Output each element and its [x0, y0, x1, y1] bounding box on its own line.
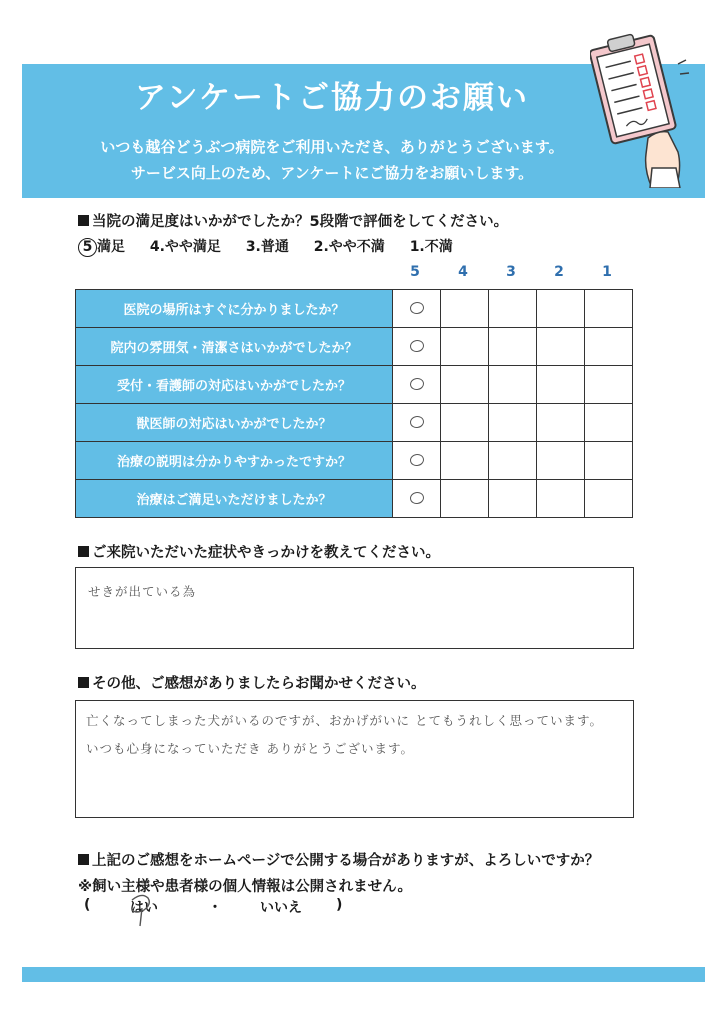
rating-cell-1[interactable] [585, 328, 633, 366]
rating-question: 獣医師の対応はいかがでしたか？ [76, 404, 393, 442]
rating-row [76, 290, 633, 328]
rating-question: 院内の雰囲気・清潔さはいかがでしたか？ [76, 328, 393, 366]
close-paren: ) [336, 897, 343, 913]
rating-cell-5[interactable] [393, 290, 441, 328]
rating-cell-4[interactable] [441, 366, 489, 404]
rating-cell-5[interactable] [393, 328, 441, 366]
page-title: アンケートご協力のお願い [134, 80, 530, 116]
rating-question: 受付・看護師の対応はいかがでしたか？ [76, 366, 393, 404]
q3-answer-line-1: 亡くなってしまった犬がいるのですが、おかげがいに とてもうれしく思っています。 [86, 713, 603, 728]
rating-row [76, 442, 633, 480]
option-yes[interactable]: はい [130, 900, 158, 916]
rating-row [76, 404, 633, 442]
handwritten-circle-mark [409, 491, 425, 505]
rating-cell-3[interactable] [489, 328, 537, 366]
rating-row [76, 366, 633, 404]
rating-cell-4[interactable] [441, 442, 489, 480]
rating-question: 治療の説明は分かりやすかったですか？ [76, 442, 393, 480]
rating-cell-4[interactable] [441, 404, 489, 442]
rating-cell-3[interactable] [489, 442, 537, 480]
banner-subtitle-1: いつも越谷どうぶつ病院をご利用いただき、ありがとうございます。 [100, 138, 564, 156]
square-bullet-icon [78, 854, 89, 865]
yes-selection-mark [126, 892, 156, 932]
rating-cell-4[interactable] [441, 290, 489, 328]
rating-cell-2[interactable] [537, 366, 585, 404]
rating-cell-2[interactable] [537, 328, 585, 366]
rating-cell-3[interactable] [489, 366, 537, 404]
rating-cell-1[interactable] [585, 290, 633, 328]
rating-cell-3[interactable] [489, 404, 537, 442]
q2-answer-text: せきが出ている為 [88, 584, 197, 599]
q2-heading: ご来院いただいた症状やきっかけを教えてください。 [78, 541, 440, 562]
scale-3-label: 3.普通 [245, 239, 289, 255]
q3-answer-line-2: いつも心身になっていただき ありがとうございます。 [86, 741, 414, 756]
handwritten-circle-mark [409, 377, 425, 391]
rating-cell-4[interactable] [441, 480, 489, 518]
rating-row [76, 480, 633, 518]
handwritten-circle-mark [409, 453, 425, 467]
scale-5-label: 満足 [97, 239, 125, 255]
option-separator: ・ [208, 900, 222, 916]
rating-cell-2[interactable] [537, 480, 585, 518]
column-header-5: 5 [410, 264, 420, 280]
q3-heading: その他、ご感想がありましたらお聞かせください。 [78, 672, 426, 693]
square-bullet-icon [78, 677, 89, 688]
column-header-3: 3 [506, 264, 516, 280]
scale-1-label: 1.不満 [409, 239, 453, 255]
rating-cell-1[interactable] [585, 366, 633, 404]
q3-answer-box[interactable] [75, 700, 634, 818]
rating-cell-3[interactable] [489, 480, 537, 518]
rating-cell-1[interactable] [585, 404, 633, 442]
rating-cell-5[interactable] [393, 442, 441, 480]
rating-cell-5[interactable] [393, 404, 441, 442]
rating-cell-2[interactable] [537, 442, 585, 480]
rating-question: 治療はご満足いただけましたか？ [76, 480, 393, 518]
footer-bar [22, 967, 705, 982]
square-bullet-icon [78, 215, 89, 226]
handwritten-circle-mark [409, 415, 425, 429]
open-paren: ( [84, 897, 91, 913]
column-header-4: 4 [458, 264, 468, 280]
circled-selection-mark: 5 [78, 238, 97, 257]
rating-cell-5[interactable] [393, 480, 441, 518]
column-header-2: 2 [554, 264, 564, 280]
rating-row [76, 328, 633, 366]
q1-heading: 当院の満足度はいかがでしたか？5段階で評価をしてください。 [78, 210, 508, 231]
rating-cell-3[interactable] [489, 290, 537, 328]
square-bullet-icon [78, 546, 89, 557]
option-no[interactable]: いいえ [260, 900, 302, 916]
clipboard-illustration [590, 28, 690, 188]
banner-subtitle-2: サービス向上のため、アンケートにご協力をお願いします。 [130, 164, 534, 182]
handwritten-circle-mark [409, 339, 425, 353]
rating-cell-4[interactable] [441, 328, 489, 366]
rating-cell-2[interactable] [537, 404, 585, 442]
rating-cell-1[interactable] [585, 480, 633, 518]
rating-question: 医院の場所はすぐに分かりましたか？ [76, 290, 393, 328]
scale-2-label: 2.やや不満 [313, 239, 385, 255]
rating-cell-2[interactable] [537, 290, 585, 328]
rating-scale-legend [78, 236, 473, 257]
q4-privacy-note: ※飼い主様や患者様の個人情報は公開されません。 [78, 879, 412, 895]
column-header-1: 1 [602, 264, 612, 280]
scale-4-label: 4.やや満足 [149, 239, 221, 255]
rating-table [75, 289, 633, 518]
handwritten-circle-mark [409, 301, 425, 315]
rating-cell-5[interactable] [393, 366, 441, 404]
q4-heading: 上記のご感想をホームページで公開する場合がありますが、よろしいですか？ [78, 849, 599, 870]
q2-answer-box[interactable] [75, 567, 634, 649]
rating-cell-1[interactable] [585, 442, 633, 480]
